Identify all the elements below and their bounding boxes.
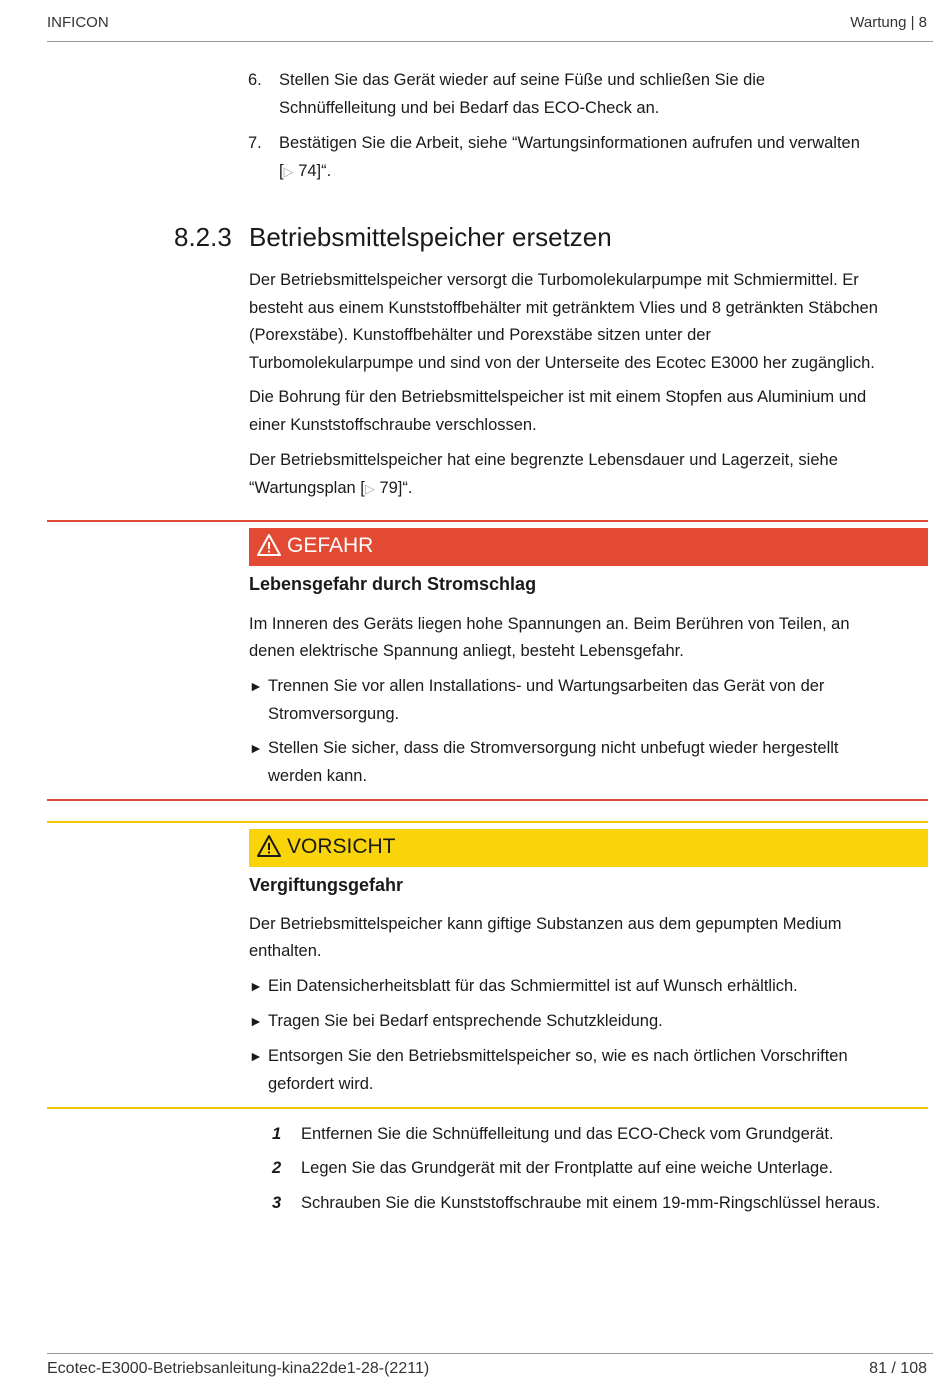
danger-text-line: denen elektrische Spannung anliegt, besteht Lebensgefahr.: [249, 642, 684, 660]
paragraph-line: Turbomolekularpumpe und sind von der Unterseite des Ecotec E3000 her zugänglich.: [249, 354, 875, 372]
paragraph-line: einer Kunststoffschraube verschlossen.: [249, 416, 537, 434]
caution-label: VORSICHT: [287, 835, 396, 858]
list-number: 7.: [248, 134, 262, 152]
bullet-line: Trennen Sie vor allen Installations- und Wartungsarbeiten das Gerät von der: [268, 677, 825, 695]
paragraph-xref-line: [249, 474, 933, 503]
footer-divider: [47, 1353, 933, 1354]
step-number: 3: [272, 1194, 282, 1212]
danger-heading: Lebensgefahr durch Stromschlag: [249, 574, 537, 594]
triangle-right-icon: ▷: [364, 481, 375, 496]
danger-text-line: Im Inneren des Geräts liegen hohe Spannungen an. Beim Berühren von Teilen, an: [249, 615, 850, 633]
paragraph-line: besteht aus einem Kunststoffbehälter mit getränktem Vlies und 8 getränkten Stäbchen: [249, 299, 878, 317]
footer-page-number: 81 / 108: [869, 1360, 927, 1377]
caution-banner: [249, 829, 928, 867]
section-title: Betriebsmittelspeicher ersetzen: [249, 222, 612, 252]
header-section: Wartung | 8: [850, 14, 927, 31]
bracket-text: [: [279, 162, 284, 180]
bullet-line: Entsorgen Sie den Betriebsmittelspeicher so, wie es nach örtlichen Vorschriften: [268, 1047, 848, 1065]
step-number: 1: [272, 1125, 282, 1143]
arrow-right-icon: ►: [249, 678, 263, 694]
list-number: 6.: [248, 71, 262, 89]
list-item-line: Bestätigen Sie die Arbeit, siehe “Wartungsinformationen aufrufen und verwalten: [279, 134, 860, 152]
caution-heading: Vergiftungsgefahr: [249, 875, 404, 895]
step-text: Entfernen Sie die Schnüffelleitung und das ECO-Check vom Grundgerät.: [301, 1125, 834, 1143]
caution-bottom-rule: [47, 1107, 928, 1109]
warning-triangle-icon: [257, 534, 281, 556]
arrow-right-icon: ►: [249, 740, 263, 756]
arrow-right-icon: ►: [249, 1048, 263, 1064]
paragraph-line: (Porexstäbe). Kunstoffbehälter und Porexstäbe sitzen unter der: [249, 326, 711, 344]
arrow-right-icon: ►: [249, 1013, 263, 1029]
header-divider: [47, 41, 933, 42]
bullet-line: Stromversorgung.: [268, 705, 400, 723]
xref-link[interactable]: 74]“.: [298, 162, 332, 180]
xref-prefix: “Wartungsplan [: [249, 479, 365, 497]
bullet-line: Stellen Sie sicher, dass die Stromversorgung nicht unbefugt wieder hergestellt: [268, 739, 839, 757]
caution-text-line: enthalten.: [249, 942, 322, 960]
xref-link[interactable]: 79]“.: [379, 479, 413, 497]
caution-text-line: Der Betriebsmittelspeicher kann giftige Substanzen aus dem gepumpten Medium: [249, 915, 842, 933]
danger-label: GEFAHR: [287, 534, 374, 557]
list-item-line: Stellen Sie das Gerät wieder auf seine Füße und schließen Sie die: [279, 71, 766, 89]
step-text: Legen Sie das Grundgerät mit der Frontplatte auf eine weiche Unterlage.: [301, 1159, 833, 1177]
paragraph-line: Die Bohrung für den Betriebsmittelspeicher ist mit einem Stopfen aus Aluminium und: [249, 388, 867, 406]
bullet-line: Ein Datensicherheitsblatt für das Schmiermittel ist auf Wunsch erhältlich.: [268, 977, 798, 995]
bullet-line: gefordert wird.: [268, 1075, 374, 1093]
arrow-right-icon: ►: [249, 978, 263, 994]
header-brand: INFICON: [47, 14, 109, 31]
warning-triangle-icon: [257, 835, 281, 857]
danger-banner: [249, 528, 928, 566]
step-text: Schrauben Sie die Kunststoffschraube mit einem 19-mm-Ringschlüssel heraus.: [301, 1194, 881, 1212]
paragraph-line: Der Betriebsmittelspeicher versorgt die Turbomolekularpumpe mit Schmiermittel. Er: [249, 271, 859, 289]
footer-doc-name: Ecotec-E3000-Betriebsanleitung-kina22de1-28-(2211): [47, 1360, 430, 1377]
bullet-line: Tragen Sie bei Bedarf entsprechende Schutzkleidung.: [268, 1012, 663, 1030]
list-item-xref-line: [279, 157, 929, 186]
caution-top-rule: [47, 821, 928, 823]
section-number: 8.2.3: [174, 222, 232, 252]
paragraph-line: Der Betriebsmittelspeicher hat eine begrenzte Lebensdauer und Lagerzeit, siehe: [249, 451, 838, 469]
step-number: 2: [272, 1159, 282, 1177]
triangle-right-icon: ▷: [283, 164, 294, 179]
bullet-line: werden kann.: [268, 767, 368, 785]
danger-bottom-rule: [47, 799, 928, 801]
list-item-line: Schnüffelleitung und bei Bedarf das ECO-Check an.: [279, 99, 660, 117]
danger-top-rule: [47, 520, 928, 522]
